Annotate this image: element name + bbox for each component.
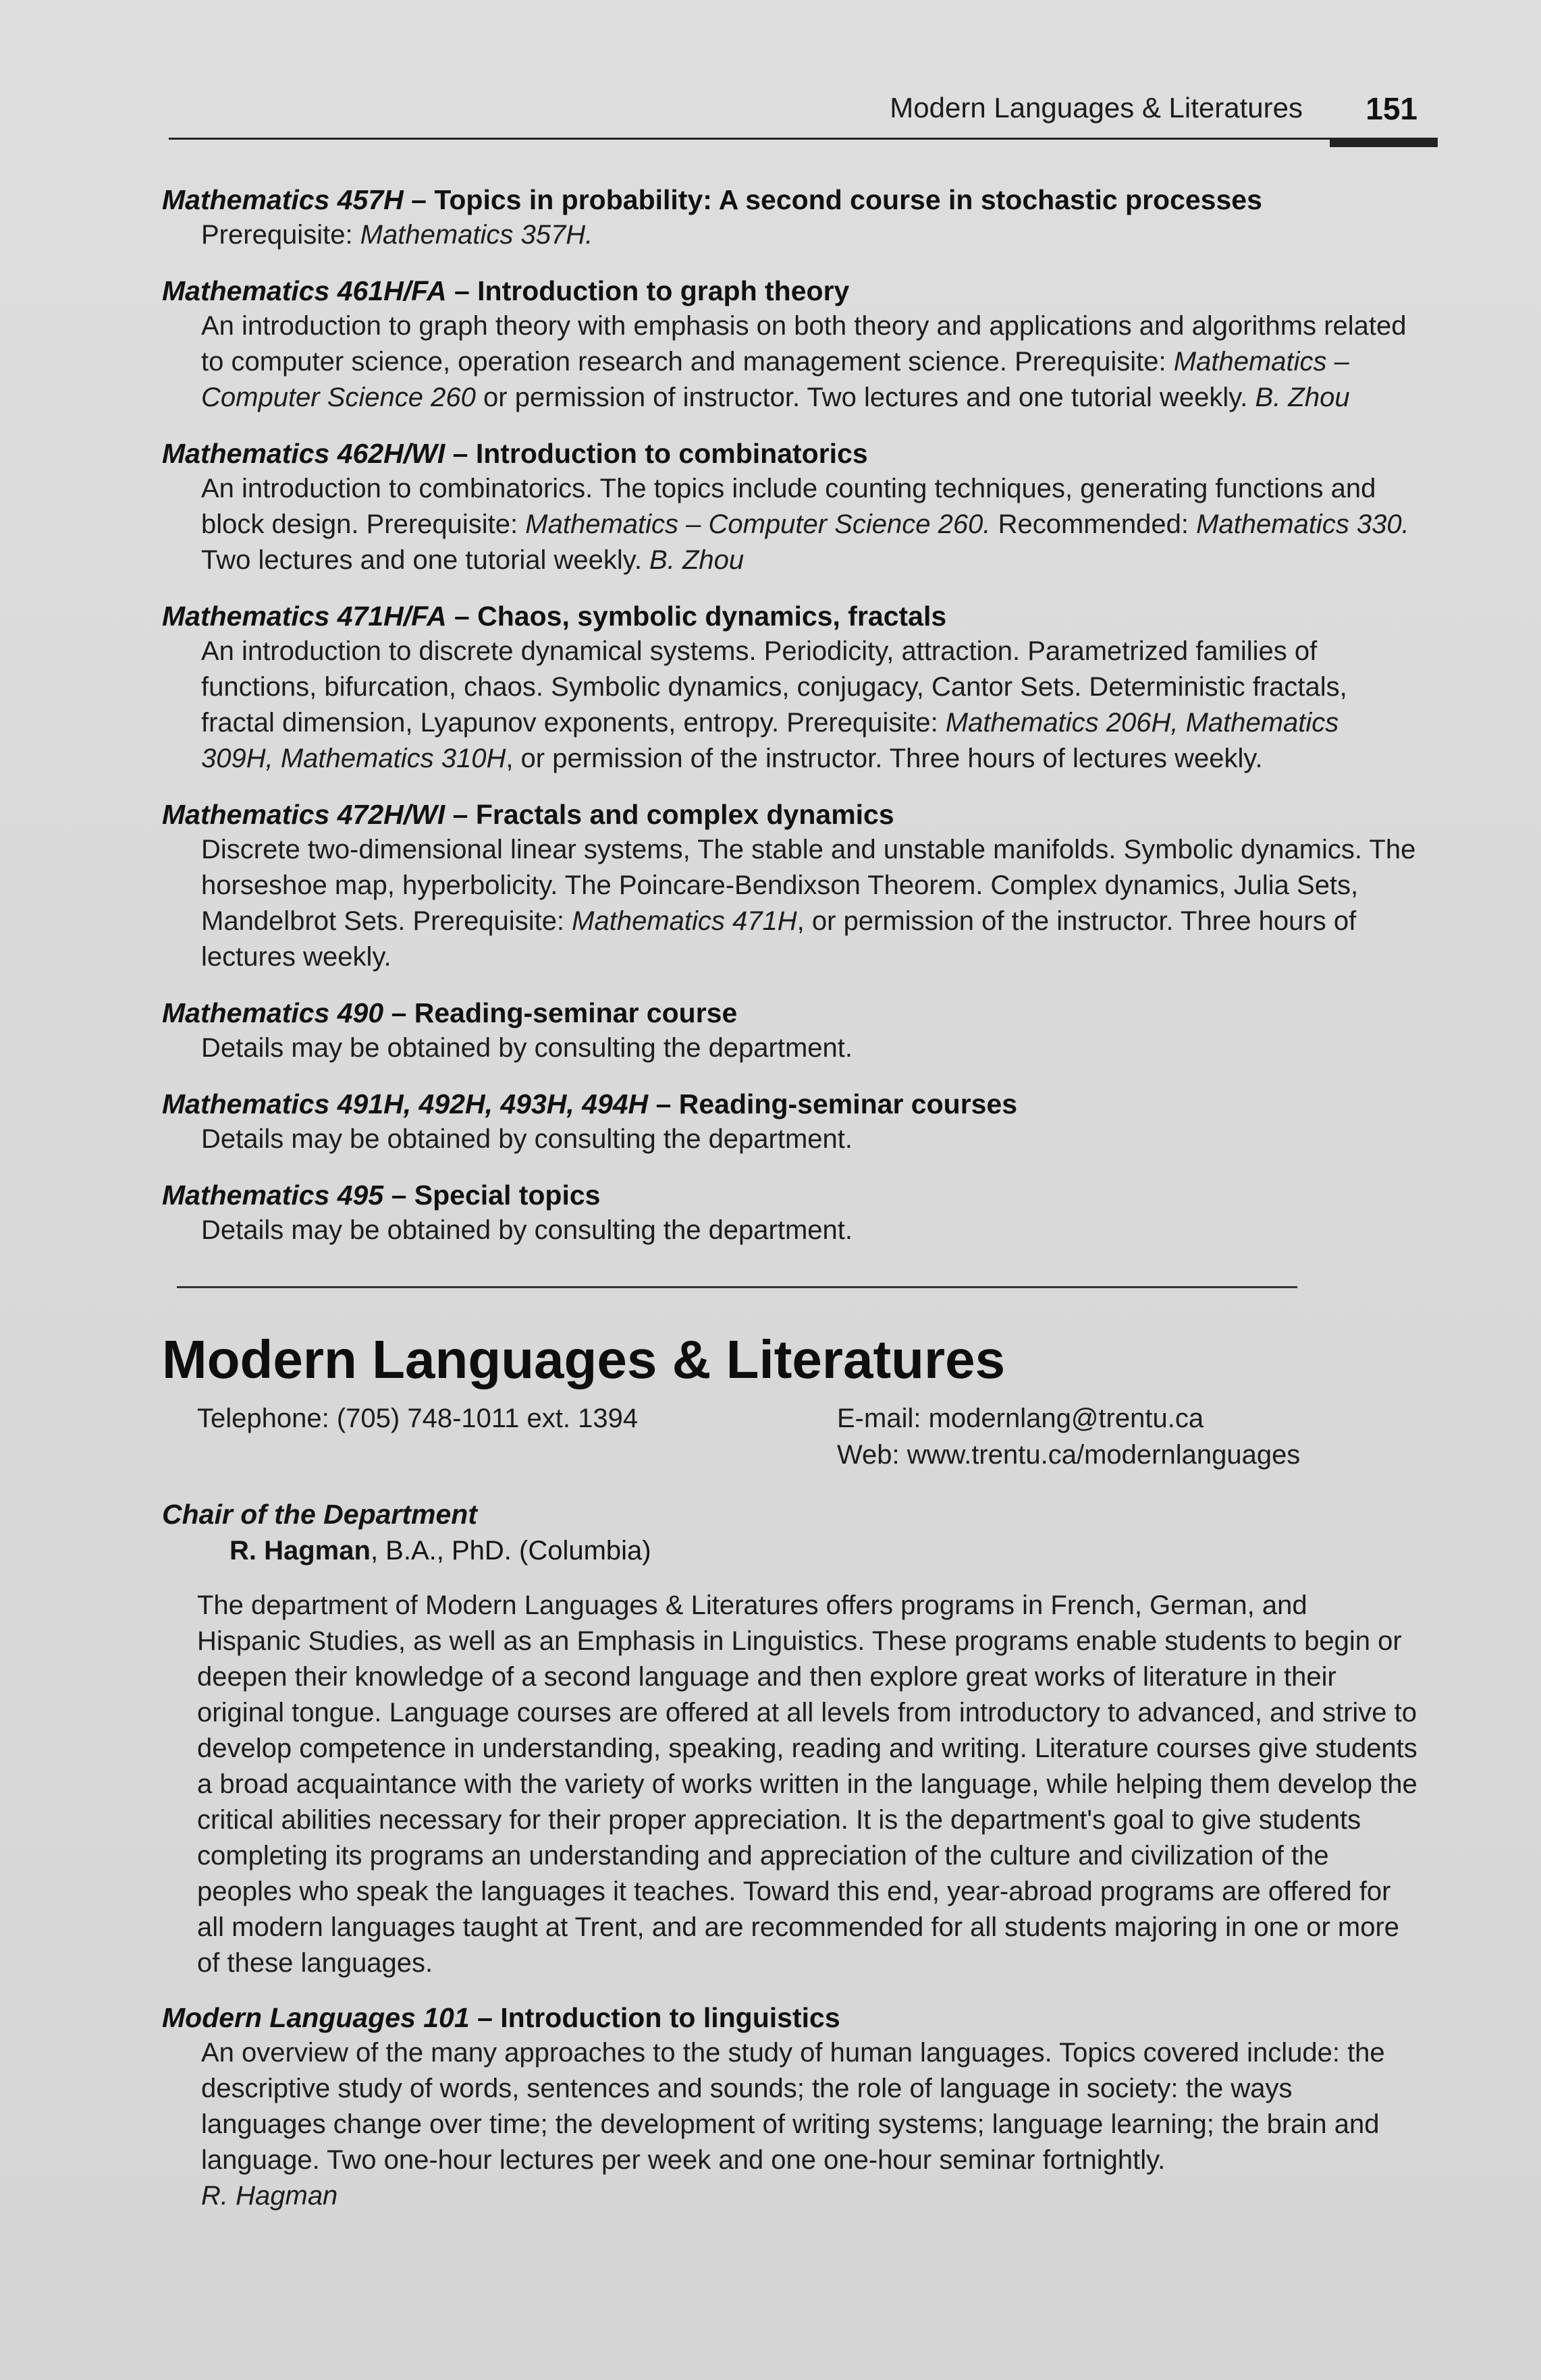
description-segment: Recommended: — [990, 509, 1197, 539]
department-chair — [162, 1496, 1417, 1569]
running-header-section: Modern Languages & Literatures — [890, 92, 1303, 123]
course-entry — [162, 1086, 1417, 1157]
page-number: 151 — [1366, 91, 1417, 126]
description-segment: Details may be obtained by consulting the department. — [201, 1033, 853, 1063]
department-intro: The department of Modern Languages & Literatures offers programs in French, German, and Hispanic Studies, as well as an Emphasis in Linguistics. These programs enable students to begin or deepen their knowledge of a second language and then explore great works of literature in their original tongue. Language courses are offered at all levels from introductory to advanced, and strive to develop competence in understanding, speaking, reading and writing. Literature courses give students a broad acquaintance with the variety of works written in the language, while helping them develop the critical abilities necessary for their proper appreciation. It is the department's goal to give students completing its programs an understanding and appreciation of the culture and civilization of the peoples who speak the languages it teaches. Toward this end, year-abroad programs are offered for all modern languages taught at Trent, and are recommended for all students majoring in one or more of these languages. — [197, 1590, 1417, 1978]
description-segment: Prerequisite: — [201, 220, 360, 250]
course-code: Mathematics 495 — [162, 1180, 384, 1211]
page-content — [162, 182, 1417, 2234]
running-header — [169, 88, 1438, 142]
description-segment: An introduction to discrete dynamical systems. Periodicity, attraction. Parametrized families of functions, bifurcation, chaos. Symbolic dynamics, conjugacy, Cantor Sets. Deterministic fractals, fractal dimension, Lyapunov exponents, entropy. Prerequisite: — [201, 636, 1347, 738]
course-description — [201, 217, 1417, 253]
course-name: Introduction to combinatorics — [475, 438, 868, 469]
description-segment: , or permission of the instructor. Three hours of lectures weekly. — [201, 906, 1357, 972]
description-segment: An introduction to graph theory with emphasis on both theory and applications and algorithms related to computer science, operation research and management science. Prerequisite: — [201, 311, 1407, 377]
title-separator: – — [383, 1180, 414, 1211]
department-heading: Modern Languages & Literatures — [162, 1329, 1006, 1389]
course-title — [162, 797, 1417, 832]
course-entry — [162, 995, 1417, 1066]
department-contact — [162, 1400, 1417, 1476]
course-code: Mathematics 491H, 492H, 493H, 494H — [162, 1088, 649, 1119]
title-separator: – — [446, 275, 478, 306]
course-code: Mathematics 461H/FA — [162, 275, 447, 306]
title-separator: – — [445, 438, 476, 469]
section-divider — [177, 1286, 1297, 1288]
course-code: Mathematics 462H/WI — [162, 438, 445, 469]
title-separator: – — [403, 184, 435, 215]
course-description — [201, 308, 1417, 416]
course-description — [201, 1122, 1417, 1157]
header-rule — [169, 138, 1438, 140]
description-segment: Discrete two-dimensional linear systems, The stable and unstable manifolds. Symbolic dynamics. The horseshoe map, hyperbolicity. The Poincare-Bendixson Theorem. Complex dynamics, Julia Sets, Mandelbrot Sets. Prerequisite: — [201, 835, 1416, 936]
description-segment: R. Hagman — [201, 2181, 338, 2211]
course-description — [201, 471, 1417, 578]
course-entry — [162, 436, 1417, 578]
course-name: Reading-seminar course — [414, 997, 738, 1028]
course-title — [162, 1086, 1417, 1122]
description-segment: or permission of instructor. Two lectures and one tutorial weekly. — [475, 383, 1255, 412]
course-code: Mathematics 472H/WI — [162, 799, 445, 830]
course-entry — [162, 797, 1417, 975]
ml-course-list — [162, 2000, 1417, 2214]
course-name: Fractals and complex dynamics — [475, 799, 894, 830]
course-name: Chaos, symbolic dynamics, fractals — [477, 601, 947, 632]
description-segment: Mathematics 471H — [572, 906, 797, 936]
email-address: E-mail: modernlang@trentu.ca — [837, 1404, 1204, 1433]
telephone: Telephone: (705) 748-1011 ext. 1394 — [197, 1404, 639, 1433]
title-separator: – — [445, 799, 476, 830]
course-name: Introduction to graph theory — [477, 275, 850, 306]
description-segment: An overview of the many approaches to the study of human languages. Topics covered include: the descriptive study of words, sentences and sounds; the role of language in society: the ways languages change over time; the development of writing systems; language learning; the brain and language. Two one-hour lectures per week and one one-hour seminar fortnightly. — [201, 2038, 1385, 2175]
course-code: Modern Languages 101 — [162, 2002, 470, 2033]
course-title — [162, 2000, 1417, 2035]
math-course-list — [162, 182, 1417, 1248]
description-segment: Mathematics 330. — [1196, 509, 1409, 539]
course-name: Special topics — [414, 1180, 601, 1211]
course-entry — [162, 2000, 1417, 2214]
course-entry — [162, 1178, 1417, 1248]
chair-credentials: , B.A., PhD. (Columbia) — [370, 1536, 651, 1566]
description-segment: Details may be obtained by consulting the department. — [201, 1215, 853, 1245]
description-segment: Mathematics – Computer Science 260. — [525, 509, 991, 539]
description-segment: Mathematics 206H, Mathematics 309H, Mathematics 310H — [201, 708, 1339, 773]
description-segment: Two lectures and one tutorial weekly. — [201, 545, 650, 575]
title-separator: – — [648, 1088, 679, 1119]
course-title — [162, 599, 1417, 634]
course-code: Mathematics 490 — [162, 997, 384, 1028]
course-name: Reading-seminar courses — [678, 1088, 1018, 1119]
description-segment: B. Zhou — [649, 545, 745, 575]
chair-name-line — [229, 1532, 1417, 1569]
course-name: Introduction to linguistics — [500, 2002, 840, 2033]
course-title — [162, 436, 1417, 471]
course-title — [162, 995, 1417, 1030]
description-segment: B. Zhou — [1255, 383, 1350, 412]
description-segment: An introduction to combinatorics. The topics include counting techniques, generating functions and block design. Prerequisite: — [201, 474, 1376, 539]
description-segment: Details may be obtained by consulting the department. — [201, 1124, 853, 1154]
course-title — [162, 182, 1417, 217]
header-rule-tab — [1330, 138, 1438, 147]
course-description — [201, 1030, 1417, 1066]
course-name: Topics in probability: A second course in stochastic processes — [434, 184, 1262, 215]
course-entry — [162, 599, 1417, 777]
chair-name: R. Hagman — [229, 1536, 371, 1566]
description-segment: , or permission of the instructor. Three hours of lectures weekly. — [506, 744, 1263, 773]
course-code: Mathematics 471H/FA — [162, 601, 447, 632]
course-description — [201, 832, 1417, 975]
course-title — [162, 1178, 1417, 1213]
title-separator: – — [383, 997, 414, 1028]
course-code: Mathematics 457H — [162, 184, 404, 215]
course-title — [162, 273, 1417, 308]
course-entry — [162, 182, 1417, 253]
course-description — [201, 634, 1417, 777]
course-entry — [162, 273, 1417, 416]
description-segment: Mathematics – Computer Science 260 — [201, 347, 1349, 412]
title-separator: – — [446, 601, 478, 632]
course-description — [201, 1213, 1417, 1248]
course-description — [201, 2035, 1417, 2214]
web-address: Web: www.trentu.ca/modernlanguages — [837, 1440, 1301, 1470]
title-separator: – — [469, 2002, 501, 2033]
chair-label: Chair of the Department — [162, 1499, 477, 1530]
description-segment: Mathematics 357H. — [360, 220, 593, 250]
